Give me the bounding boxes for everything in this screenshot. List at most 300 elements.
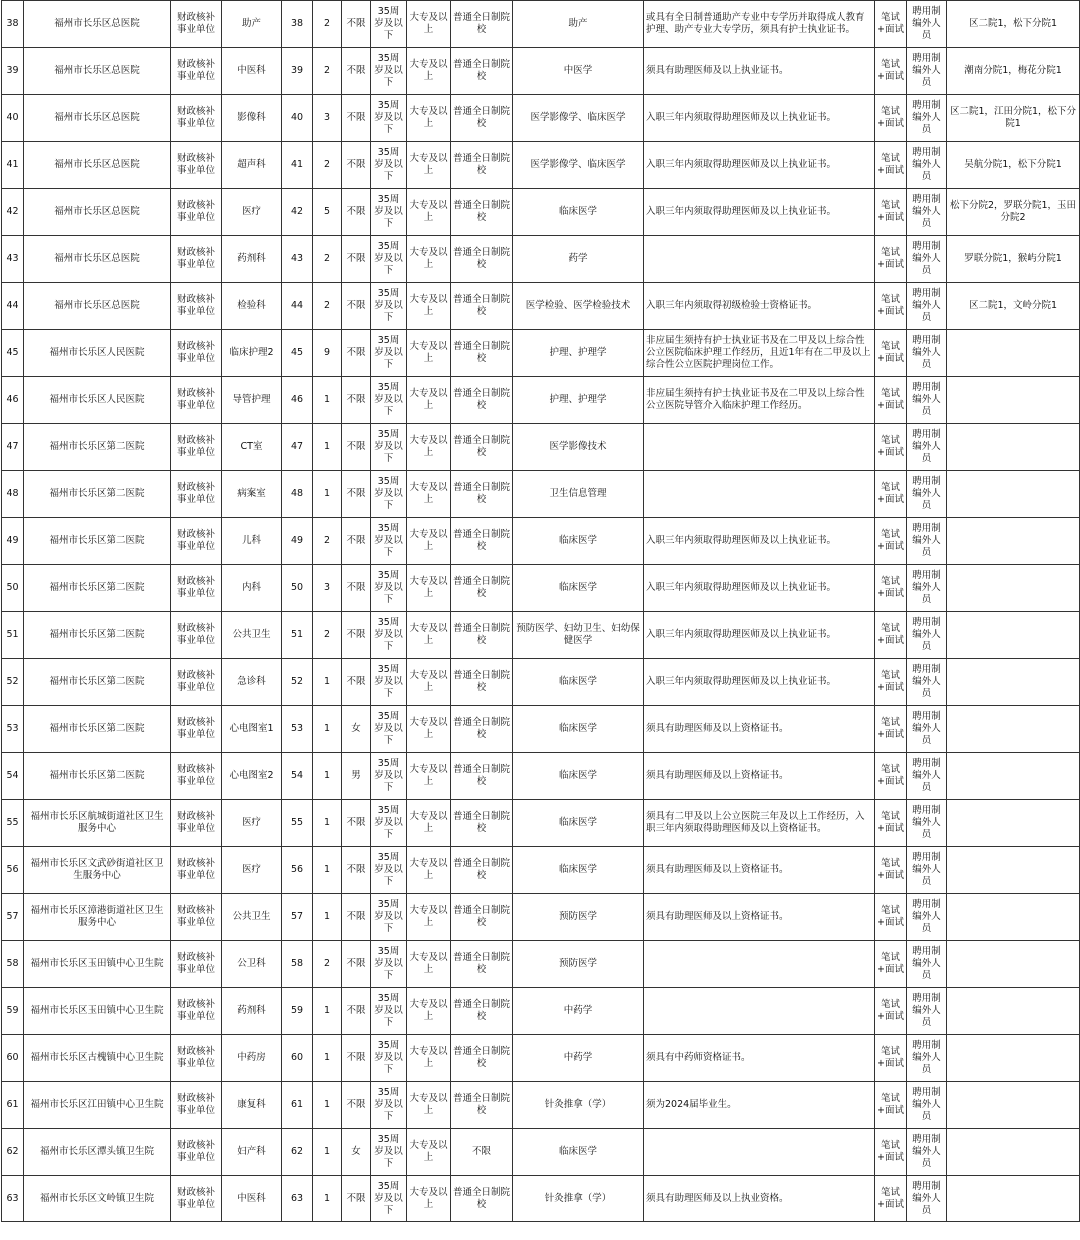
branch-allocation-cell <box>947 847 1080 894</box>
row-number-cell: 53 <box>2 706 24 753</box>
employment-type-cell: 聘用制编外人员 <box>907 236 947 283</box>
unit-nature-cell: 财政核补事业单位 <box>171 189 222 236</box>
major-cell: 医学影像学、临床医学 <box>513 142 644 189</box>
age-cell: 35周岁及以下 <box>371 471 407 518</box>
row-number-cell: 50 <box>2 565 24 612</box>
major-cell: 医学检验、医学检验技术 <box>513 283 644 330</box>
employment-type-cell: 聘用制编外人员 <box>907 283 947 330</box>
education-cell: 大专及以上 <box>407 471 451 518</box>
post-code-cell: 42 <box>282 189 313 236</box>
exam-method-cell: 笔试+面试 <box>875 330 907 377</box>
education-cell: 大专及以上 <box>407 894 451 941</box>
headcount-cell: 1 <box>313 706 342 753</box>
school-type-cell: 普通全日制院校 <box>451 236 513 283</box>
requirements-cell: 须具有助理医师及以上资格证书。 <box>644 706 875 753</box>
exam-method-cell: 笔试+面试 <box>875 189 907 236</box>
unit-nature-cell: 财政核补事业单位 <box>171 471 222 518</box>
exam-method-cell: 笔试+面试 <box>875 1035 907 1082</box>
school-type-cell: 普通全日制院校 <box>451 894 513 941</box>
post-code-cell: 47 <box>282 424 313 471</box>
age-cell: 35周岁及以下 <box>371 377 407 424</box>
school-type-cell: 普通全日制院校 <box>451 612 513 659</box>
major-cell: 卫生信息管理 <box>513 471 644 518</box>
gender-cell: 男 <box>342 753 371 800</box>
exam-method-cell: 笔试+面试 <box>875 236 907 283</box>
major-cell: 中医学 <box>513 48 644 95</box>
exam-method-cell: 笔试+面试 <box>875 659 907 706</box>
headcount-cell: 1 <box>313 1082 342 1129</box>
exam-method-cell: 笔试+面试 <box>875 612 907 659</box>
row-number-cell: 55 <box>2 800 24 847</box>
row-number-cell: 46 <box>2 377 24 424</box>
branch-allocation-cell <box>947 518 1080 565</box>
hospital-cell: 福州市长乐区人民医院 <box>24 330 171 377</box>
branch-allocation-cell <box>947 330 1080 377</box>
table-row <box>2 189 1080 236</box>
school-type-cell: 普通全日制院校 <box>451 847 513 894</box>
unit-nature-cell: 财政核补事业单位 <box>171 941 222 988</box>
headcount-cell: 1 <box>313 847 342 894</box>
employment-type-cell: 聘用制编外人员 <box>907 659 947 706</box>
education-cell: 大专及以上 <box>407 1 451 48</box>
gender-cell: 不限 <box>342 236 371 283</box>
school-type-cell: 普通全日制院校 <box>451 565 513 612</box>
school-type-cell: 普通全日制院校 <box>451 941 513 988</box>
employment-type-cell: 聘用制编外人员 <box>907 48 947 95</box>
education-cell: 大专及以上 <box>407 48 451 95</box>
post-code-cell: 44 <box>282 283 313 330</box>
branch-allocation-cell <box>947 424 1080 471</box>
education-cell: 大专及以上 <box>407 706 451 753</box>
hospital-cell: 福州市长乐区第二医院 <box>24 565 171 612</box>
headcount-cell: 1 <box>313 1035 342 1082</box>
major-cell: 助产 <box>513 1 644 48</box>
age-cell: 35周岁及以下 <box>371 1176 407 1222</box>
table-body <box>2 1 1080 1222</box>
branch-allocation-cell <box>947 659 1080 706</box>
unit-nature-cell: 财政核补事业单位 <box>171 659 222 706</box>
requirements-cell: 须具有助理医师及以上执业证书。 <box>644 48 875 95</box>
gender-cell: 不限 <box>342 471 371 518</box>
row-number-cell: 61 <box>2 1082 24 1129</box>
table-row <box>2 1176 1080 1222</box>
age-cell: 35周岁及以下 <box>371 1129 407 1176</box>
post-code-cell: 59 <box>282 988 313 1035</box>
gender-cell: 不限 <box>342 424 371 471</box>
major-cell: 预防医学、妇幼卫生、妇幼保健医学 <box>513 612 644 659</box>
major-cell: 临床医学 <box>513 847 644 894</box>
row-number-cell: 51 <box>2 612 24 659</box>
unit-nature-cell: 财政核补事业单位 <box>171 1129 222 1176</box>
row-number-cell: 42 <box>2 189 24 236</box>
post-code-cell: 62 <box>282 1129 313 1176</box>
post-code-cell: 48 <box>282 471 313 518</box>
major-cell: 临床医学 <box>513 565 644 612</box>
employment-type-cell: 聘用制编外人员 <box>907 518 947 565</box>
requirements-cell: 须具有二甲及以上公立医院三年及以上工作经历，入职三年内须取得助理医师及以上资格证书。 <box>644 800 875 847</box>
school-type-cell: 普通全日制院校 <box>451 1082 513 1129</box>
gender-cell: 不限 <box>342 659 371 706</box>
hospital-cell: 福州市长乐区总医院 <box>24 283 171 330</box>
employment-type-cell: 聘用制编外人员 <box>907 565 947 612</box>
post-code-cell: 56 <box>282 847 313 894</box>
exam-method-cell: 笔试+面试 <box>875 753 907 800</box>
table-row <box>2 377 1080 424</box>
exam-method-cell: 笔试+面试 <box>875 377 907 424</box>
gender-cell: 不限 <box>342 847 371 894</box>
post-name-cell: 康复科 <box>222 1082 282 1129</box>
unit-nature-cell: 财政核补事业单位 <box>171 753 222 800</box>
hospital-cell: 福州市长乐区总医院 <box>24 189 171 236</box>
education-cell: 大专及以上 <box>407 1129 451 1176</box>
unit-nature-cell: 财政核补事业单位 <box>171 330 222 377</box>
major-cell: 预防医学 <box>513 894 644 941</box>
requirements-cell: 须具有中药师资格证书。 <box>644 1035 875 1082</box>
row-number-cell: 39 <box>2 48 24 95</box>
education-cell: 大专及以上 <box>407 518 451 565</box>
exam-method-cell: 笔试+面试 <box>875 1082 907 1129</box>
post-name-cell: 公共卫生 <box>222 894 282 941</box>
hospital-cell: 福州市长乐区古槐镇中心卫生院 <box>24 1035 171 1082</box>
major-cell: 临床医学 <box>513 800 644 847</box>
major-cell: 临床医学 <box>513 1129 644 1176</box>
requirements-cell: 须为2024届毕业生。 <box>644 1082 875 1129</box>
branch-allocation-cell: 潮南分院1，梅花分院1 <box>947 48 1080 95</box>
requirements-cell: 非应届生须持有护士执业证书及在二甲及以上综合性公立医院临床护理工作经历，且近1年有在二甲及以上综合性公立医院护理岗位工作。 <box>644 330 875 377</box>
gender-cell: 不限 <box>342 518 371 565</box>
branch-allocation-cell: 区二院1，文岭分院1 <box>947 283 1080 330</box>
gender-cell: 不限 <box>342 330 371 377</box>
education-cell: 大专及以上 <box>407 283 451 330</box>
branch-allocation-cell <box>947 1082 1080 1129</box>
employment-type-cell: 聘用制编外人员 <box>907 1176 947 1222</box>
employment-type-cell: 聘用制编外人员 <box>907 706 947 753</box>
post-name-cell: 医疗 <box>222 800 282 847</box>
post-code-cell: 45 <box>282 330 313 377</box>
post-name-cell: 药剂科 <box>222 236 282 283</box>
row-number-cell: 43 <box>2 236 24 283</box>
employment-type-cell: 聘用制编外人员 <box>907 847 947 894</box>
branch-allocation-cell: 区二院1，松下分院1 <box>947 1 1080 48</box>
age-cell: 35周岁及以下 <box>371 330 407 377</box>
branch-allocation-cell <box>947 753 1080 800</box>
requirements-cell: 须具有助理医师及以上资格证书。 <box>644 753 875 800</box>
major-cell: 中药学 <box>513 988 644 1035</box>
school-type-cell: 普通全日制院校 <box>451 706 513 753</box>
post-name-cell: 急诊科 <box>222 659 282 706</box>
post-code-cell: 46 <box>282 377 313 424</box>
school-type-cell: 普通全日制院校 <box>451 1035 513 1082</box>
education-cell: 大专及以上 <box>407 988 451 1035</box>
hospital-cell: 福州市长乐区玉田镇中心卫生院 <box>24 988 171 1035</box>
school-type-cell: 普通全日制院校 <box>451 659 513 706</box>
post-name-cell: 超声科 <box>222 142 282 189</box>
post-name-cell: 公卫科 <box>222 941 282 988</box>
post-code-cell: 55 <box>282 800 313 847</box>
table-row <box>2 800 1080 847</box>
unit-nature-cell: 财政核补事业单位 <box>171 894 222 941</box>
gender-cell: 不限 <box>342 988 371 1035</box>
requirements-cell <box>644 236 875 283</box>
row-number-cell: 59 <box>2 988 24 1035</box>
unit-nature-cell: 财政核补事业单位 <box>171 95 222 142</box>
headcount-cell: 2 <box>313 236 342 283</box>
exam-method-cell: 笔试+面试 <box>875 847 907 894</box>
table-row <box>2 659 1080 706</box>
employment-type-cell: 聘用制编外人员 <box>907 95 947 142</box>
employment-type-cell: 聘用制编外人员 <box>907 1 947 48</box>
education-cell: 大专及以上 <box>407 236 451 283</box>
education-cell: 大专及以上 <box>407 1176 451 1222</box>
employment-type-cell: 聘用制编外人员 <box>907 753 947 800</box>
unit-nature-cell: 财政核补事业单位 <box>171 1176 222 1222</box>
requirements-cell: 或具有全日制普通助产专业中专学历并取得成人教育护理、助产专业大专学历，须具有护士执业证书。 <box>644 1 875 48</box>
row-number-cell: 56 <box>2 847 24 894</box>
gender-cell: 不限 <box>342 189 371 236</box>
education-cell: 大专及以上 <box>407 377 451 424</box>
education-cell: 大专及以上 <box>407 659 451 706</box>
employment-type-cell: 聘用制编外人员 <box>907 142 947 189</box>
employment-type-cell: 聘用制编外人员 <box>907 1082 947 1129</box>
unit-nature-cell: 财政核补事业单位 <box>171 424 222 471</box>
school-type-cell: 普通全日制院校 <box>451 988 513 1035</box>
post-name-cell: 影像科 <box>222 95 282 142</box>
requirements-cell <box>644 1129 875 1176</box>
post-name-cell: 中医科 <box>222 1176 282 1222</box>
requirements-cell: 入职三年内须取得助理医师及以上执业证书。 <box>644 189 875 236</box>
unit-nature-cell: 财政核补事业单位 <box>171 800 222 847</box>
branch-allocation-cell <box>947 941 1080 988</box>
major-cell: 临床医学 <box>513 518 644 565</box>
requirements-cell <box>644 424 875 471</box>
row-number-cell: 45 <box>2 330 24 377</box>
school-type-cell: 普通全日制院校 <box>451 189 513 236</box>
gender-cell: 不限 <box>342 48 371 95</box>
employment-type-cell: 聘用制编外人员 <box>907 941 947 988</box>
post-code-cell: 53 <box>282 706 313 753</box>
age-cell: 35周岁及以下 <box>371 1 407 48</box>
exam-method-cell: 笔试+面试 <box>875 565 907 612</box>
education-cell: 大专及以上 <box>407 941 451 988</box>
table-row <box>2 283 1080 330</box>
post-name-cell: 中药房 <box>222 1035 282 1082</box>
unit-nature-cell: 财政核补事业单位 <box>171 1035 222 1082</box>
age-cell: 35周岁及以下 <box>371 1035 407 1082</box>
education-cell: 大专及以上 <box>407 800 451 847</box>
branch-allocation-cell: 吴航分院1，松下分院1 <box>947 142 1080 189</box>
table-row <box>2 894 1080 941</box>
row-number-cell: 63 <box>2 1176 24 1222</box>
unit-nature-cell: 财政核补事业单位 <box>171 283 222 330</box>
employment-type-cell: 聘用制编外人员 <box>907 1035 947 1082</box>
age-cell: 35周岁及以下 <box>371 565 407 612</box>
post-code-cell: 60 <box>282 1035 313 1082</box>
post-name-cell: 心电图室1 <box>222 706 282 753</box>
headcount-cell: 1 <box>313 1129 342 1176</box>
education-cell: 大专及以上 <box>407 95 451 142</box>
employment-type-cell: 聘用制编外人员 <box>907 189 947 236</box>
table-row <box>2 1 1080 48</box>
major-cell: 中药学 <box>513 1035 644 1082</box>
requirements-cell <box>644 941 875 988</box>
headcount-cell: 1 <box>313 659 342 706</box>
exam-method-cell: 笔试+面试 <box>875 988 907 1035</box>
major-cell: 医学影像学、临床医学 <box>513 95 644 142</box>
education-cell: 大专及以上 <box>407 330 451 377</box>
unit-nature-cell: 财政核补事业单位 <box>171 706 222 753</box>
unit-nature-cell: 财政核补事业单位 <box>171 518 222 565</box>
school-type-cell: 普通全日制院校 <box>451 95 513 142</box>
school-type-cell: 普通全日制院校 <box>451 330 513 377</box>
headcount-cell: 9 <box>313 330 342 377</box>
post-code-cell: 51 <box>282 612 313 659</box>
table-row <box>2 988 1080 1035</box>
table-row <box>2 471 1080 518</box>
row-number-cell: 38 <box>2 1 24 48</box>
education-cell: 大专及以上 <box>407 189 451 236</box>
hospital-cell: 福州市长乐区第二医院 <box>24 659 171 706</box>
major-cell: 针灸推拿（学） <box>513 1176 644 1222</box>
gender-cell: 不限 <box>342 612 371 659</box>
branch-allocation-cell <box>947 706 1080 753</box>
unit-nature-cell: 财政核补事业单位 <box>171 48 222 95</box>
age-cell: 35周岁及以下 <box>371 988 407 1035</box>
gender-cell: 不限 <box>342 1035 371 1082</box>
requirements-cell: 非应届生须持有护士执业证书及在二甲及以上综合性公立医院导管介入临床护理工作经历。 <box>644 377 875 424</box>
major-cell: 预防医学 <box>513 941 644 988</box>
requirements-cell: 入职三年内须取得助理医师及以上执业证书。 <box>644 142 875 189</box>
hospital-cell: 福州市长乐区第二医院 <box>24 424 171 471</box>
exam-method-cell: 笔试+面试 <box>875 424 907 471</box>
post-code-cell: 52 <box>282 659 313 706</box>
table-row <box>2 236 1080 283</box>
gender-cell: 女 <box>342 706 371 753</box>
table-row <box>2 847 1080 894</box>
employment-type-cell: 聘用制编外人员 <box>907 377 947 424</box>
exam-method-cell: 笔试+面试 <box>875 48 907 95</box>
branch-allocation-cell <box>947 377 1080 424</box>
unit-nature-cell: 财政核补事业单位 <box>171 142 222 189</box>
exam-method-cell: 笔试+面试 <box>875 283 907 330</box>
row-number-cell: 60 <box>2 1035 24 1082</box>
post-name-cell: 妇产科 <box>222 1129 282 1176</box>
requirements-cell <box>644 988 875 1035</box>
branch-allocation-cell: 罗联分院1，猴屿分院1 <box>947 236 1080 283</box>
unit-nature-cell: 财政核补事业单位 <box>171 612 222 659</box>
school-type-cell: 普通全日制院校 <box>451 424 513 471</box>
post-name-cell: 检验科 <box>222 283 282 330</box>
headcount-cell: 2 <box>313 941 342 988</box>
hospital-cell: 福州市长乐区总医院 <box>24 95 171 142</box>
hospital-cell: 福州市长乐区航城街道社区卫生服务中心 <box>24 800 171 847</box>
headcount-cell: 2 <box>313 283 342 330</box>
gender-cell: 不限 <box>342 941 371 988</box>
gender-cell: 不限 <box>342 800 371 847</box>
gender-cell: 不限 <box>342 1 371 48</box>
table-row <box>2 612 1080 659</box>
post-name-cell: 医疗 <box>222 189 282 236</box>
table-row <box>2 753 1080 800</box>
branch-allocation-cell <box>947 1035 1080 1082</box>
headcount-cell: 2 <box>313 48 342 95</box>
hospital-cell: 福州市长乐区第二医院 <box>24 612 171 659</box>
school-type-cell: 普通全日制院校 <box>451 283 513 330</box>
hospital-cell: 福州市长乐区总医院 <box>24 1 171 48</box>
unit-nature-cell: 财政核补事业单位 <box>171 1082 222 1129</box>
gender-cell: 不限 <box>342 283 371 330</box>
post-code-cell: 39 <box>282 48 313 95</box>
exam-method-cell: 笔试+面试 <box>875 142 907 189</box>
post-name-cell: 药剂科 <box>222 988 282 1035</box>
age-cell: 35周岁及以下 <box>371 706 407 753</box>
headcount-cell: 1 <box>313 471 342 518</box>
headcount-cell: 1 <box>313 988 342 1035</box>
major-cell: 临床医学 <box>513 753 644 800</box>
headcount-cell: 2 <box>313 612 342 659</box>
unit-nature-cell: 财政核补事业单位 <box>171 988 222 1035</box>
row-number-cell: 44 <box>2 283 24 330</box>
post-code-cell: 61 <box>282 1082 313 1129</box>
age-cell: 35周岁及以下 <box>371 424 407 471</box>
row-number-cell: 48 <box>2 471 24 518</box>
age-cell: 35周岁及以下 <box>371 518 407 565</box>
exam-method-cell: 笔试+面试 <box>875 518 907 565</box>
hospital-cell: 福州市长乐区第二医院 <box>24 471 171 518</box>
school-type-cell: 普通全日制院校 <box>451 142 513 189</box>
education-cell: 大专及以上 <box>407 1035 451 1082</box>
age-cell: 35周岁及以下 <box>371 612 407 659</box>
branch-allocation-cell: 松下分院2，罗联分院1，玉田分院2 <box>947 189 1080 236</box>
major-cell: 医学影像技术 <box>513 424 644 471</box>
post-name-cell: 内科 <box>222 565 282 612</box>
employment-type-cell: 聘用制编外人员 <box>907 471 947 518</box>
headcount-cell: 1 <box>313 894 342 941</box>
headcount-cell: 1 <box>313 377 342 424</box>
post-code-cell: 49 <box>282 518 313 565</box>
branch-allocation-cell <box>947 565 1080 612</box>
gender-cell: 不限 <box>342 1082 371 1129</box>
post-code-cell: 57 <box>282 894 313 941</box>
row-number-cell: 47 <box>2 424 24 471</box>
headcount-cell: 2 <box>313 142 342 189</box>
requirements-cell: 须具有助理医师及以上资格证书。 <box>644 894 875 941</box>
hospital-cell: 福州市长乐区总医院 <box>24 236 171 283</box>
requirements-cell: 入职三年内须取得助理医师及以上执业证书。 <box>644 518 875 565</box>
school-type-cell: 普通全日制院校 <box>451 800 513 847</box>
education-cell: 大专及以上 <box>407 847 451 894</box>
requirements-cell: 须具有助理医师及以上执业资格。 <box>644 1176 875 1222</box>
post-code-cell: 63 <box>282 1176 313 1222</box>
table-row <box>2 941 1080 988</box>
headcount-cell: 5 <box>313 189 342 236</box>
table-row <box>2 1035 1080 1082</box>
post-code-cell: 41 <box>282 142 313 189</box>
requirements-cell: 须具有助理医师及以上资格证书。 <box>644 847 875 894</box>
major-cell: 药学 <box>513 236 644 283</box>
school-type-cell: 普通全日制院校 <box>451 518 513 565</box>
school-type-cell: 普通全日制院校 <box>451 1 513 48</box>
table-row <box>2 518 1080 565</box>
post-name-cell: 心电图室2 <box>222 753 282 800</box>
post-name-cell: 公共卫生 <box>222 612 282 659</box>
age-cell: 35周岁及以下 <box>371 894 407 941</box>
unit-nature-cell: 财政核补事业单位 <box>171 1 222 48</box>
education-cell: 大专及以上 <box>407 424 451 471</box>
row-number-cell: 41 <box>2 142 24 189</box>
headcount-cell: 1 <box>313 753 342 800</box>
age-cell: 35周岁及以下 <box>371 753 407 800</box>
education-cell: 大专及以上 <box>407 1082 451 1129</box>
